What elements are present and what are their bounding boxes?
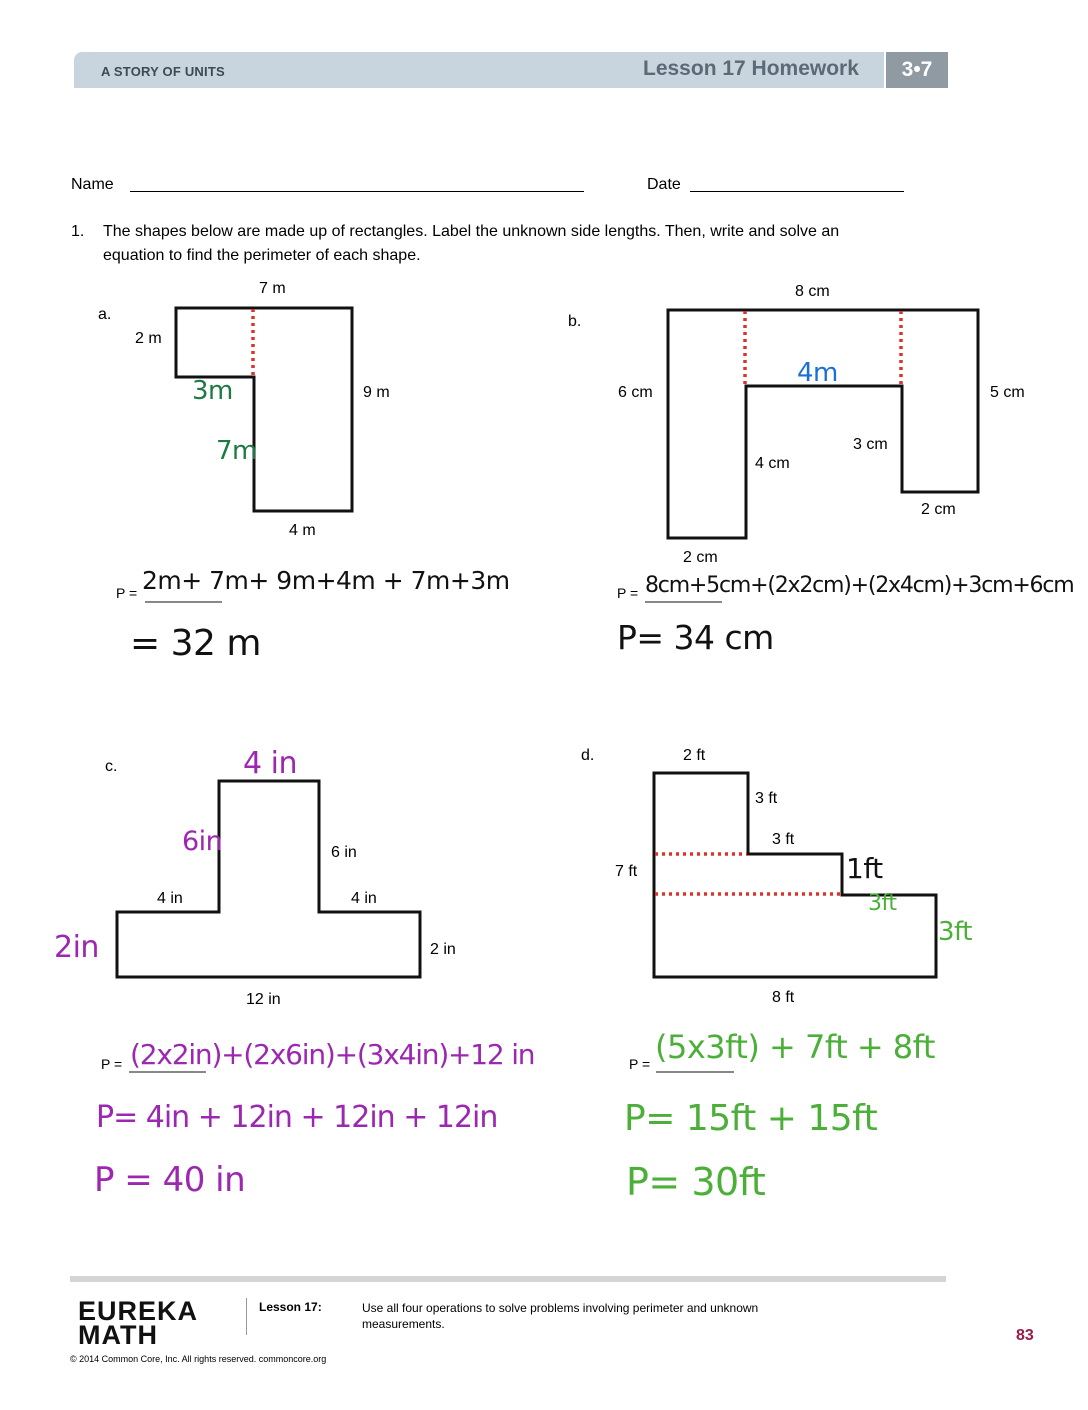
logo-line1: EUREKA [78,1296,199,1326]
problem-a-right-label: 9 m [363,384,390,401]
problem-b-middle-answer: 4m [797,358,838,388]
copyright-notice: © 2014 Common Core, Inc. All rights reserved. commoncore.org [70,1354,327,1364]
problem-c-left-answer: 2in [54,930,99,965]
problem-d-bottom-label: 8 ft [772,989,795,1006]
problem-d-step2-horizontal-answer: 3ft [868,891,897,916]
problem-b-bottom-left-label: 2 cm [683,549,718,566]
problem-d-right-answer: 3ft [938,917,972,947]
problem-a-work-line1: 2m+ 7m+ 9m+4m + 7m+3m [142,566,510,595]
problem-b-inner-right-label: 3 cm [853,436,888,453]
problem-b-top-label: 8 cm [795,283,830,300]
problem-d-work-line1: (5x3ft) + 7ft + 8ft [655,1028,935,1066]
page-number: 83 [1016,1327,1034,1344]
problem-c-work-line1: (2x2in)+(2x6in)+(3x4in)+12 in [130,1038,535,1071]
problem-c-shoulder-left-label: 4 in [157,890,183,907]
problem-a-step-answer: 3m [192,376,233,406]
footer-divider [70,1276,946,1282]
question-text-line1: The shapes below are made up of rectangles. Label the unknown side lengths. Then, write and solve an [103,223,840,240]
date-label: Date [647,176,681,193]
footer-lesson-label: Lesson 17: [259,1300,322,1314]
problem-a-work-line2: = 32 m [130,623,261,664]
problem-a-top-label: 7 m [259,280,286,297]
footer-separator [246,1298,247,1335]
problem-d-left-label: 7 ft [615,863,638,880]
problem-b-left-label: 6 cm [618,384,653,401]
lesson-title: Lesson 17 Homework [643,57,859,80]
problem-a-p-label: P = [116,585,138,601]
problem-a-left-label: 2 m [135,330,162,347]
question-text-line2: equation to find the perimeter of each shape. [103,247,421,264]
problem-c-letter: c. [105,758,118,775]
problem-b-letter: b. [568,313,582,330]
problem-d-step2-vertical-answer: 1ft [846,852,883,885]
question-number: 1. [71,223,85,240]
shape-d-outline [654,773,936,977]
problem-c-right-label: 2 in [430,941,456,958]
problem-d-work-line3: P= 30ft [626,1160,766,1204]
footer-description: Use all four operations to solve problems involving perimeter and unknown measurements. [362,1301,759,1331]
problem-b-bottom-right-label: 2 cm [921,501,956,518]
problem-c-work-line2: P= 4in + 12in + 12in + 12in [96,1100,498,1135]
problem-d-p-label: P = [629,1056,651,1072]
module-badge: 3•7 [886,52,948,88]
problem-a-letter: a. [98,306,112,323]
problem-d-letter: d. [581,747,595,764]
problem-c-work-line3: P = 40 in [94,1160,246,1200]
logo-line2: MATH [78,1320,158,1350]
problem-c-p-label: P = [101,1056,123,1072]
name-label: Name [71,176,114,193]
problem-d-step1-vertical-label: 3 ft [755,790,778,807]
problem-b-right-label: 5 cm [990,384,1025,401]
problem-a-bottom-label: 4 m [289,522,316,539]
shape-c-outline [117,781,420,977]
problem-b-work-line2: P= 34 cm [617,618,774,657]
problem-d-step1-horizontal-label: 3 ft [772,831,795,848]
problem-c-bottom-label: 12 in [246,991,281,1008]
problem-c-inner-left-answer: 6in [182,826,223,857]
shape-a-outline [176,308,352,511]
header-series: A STORY OF UNITS [101,64,225,79]
eureka-math-logo [78,1296,199,1350]
problem-c-top-answer: 4 in [243,746,297,781]
problem-c-shoulder-right-label: 4 in [351,890,377,907]
problem-b-inner-left-label: 4 cm [755,455,790,472]
problem-d-work-line2: P= 15ft + 15ft [624,1098,878,1139]
problem-b-p-label: P = [617,585,639,601]
problem-c-inner-right-label: 6 in [331,844,357,861]
problem-a-inner-answer: 7m [216,436,257,466]
problem-b-work-line1: 8cm+5cm+(2x2cm)+(2x4cm)+3cm+6cm [645,573,1074,598]
problem-d-top-label: 2 ft [683,747,706,764]
